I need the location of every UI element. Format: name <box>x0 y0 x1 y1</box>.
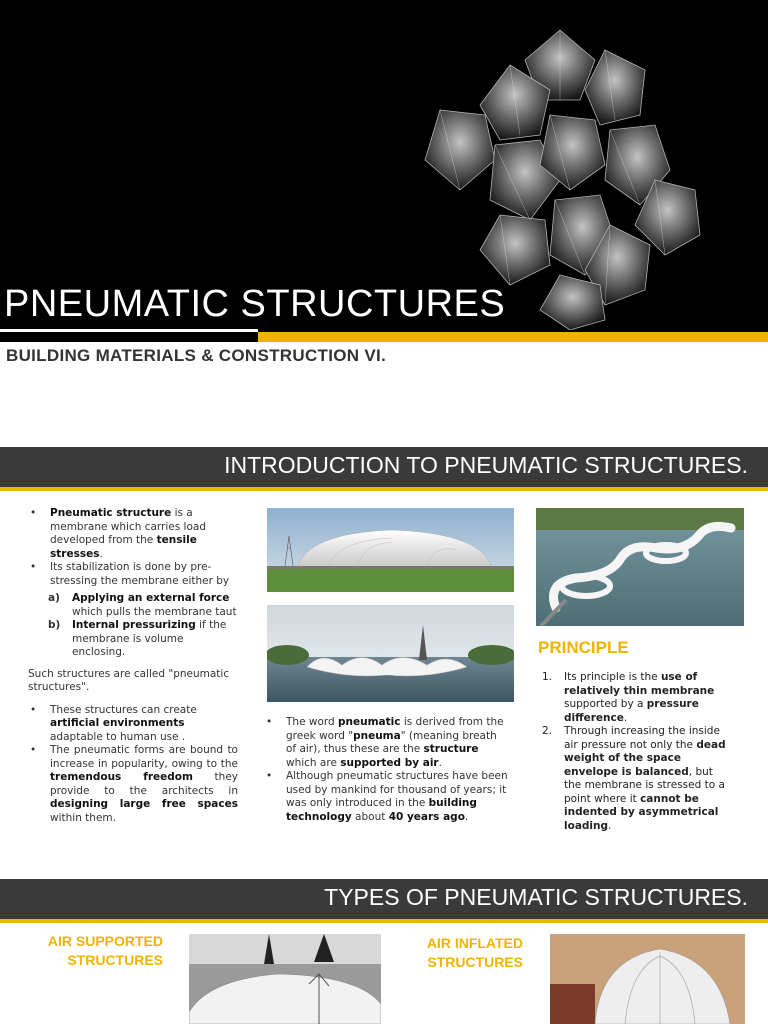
accent-bar <box>258 332 768 342</box>
hero-banner <box>0 0 768 332</box>
bullet-definition: • Pneumatic structure is a membrane which carries load developed from the tensile stresses. <box>50 507 238 561</box>
bullet-etymology: • The word pneumatic is derived from the greek word "pneuma" (meaning breath of air), thus these are the structure which are supported by air. <box>286 716 508 770</box>
page-title: PNEUMATIC STRUCTURES <box>4 283 506 325</box>
air-inflated-label: AIR INFLATED STRUCTURES <box>426 935 523 970</box>
air-supported-label: AIR SUPPORTED STRUCTURES <box>47 933 163 968</box>
principle-item-1: 1. Its principle is the use of relatively thin membrane supported by a pressure difference. <box>542 671 715 724</box>
principle-list <box>542 671 732 833</box>
intro-heading-accent <box>0 487 768 491</box>
intro-heading-band <box>0 447 768 487</box>
types-heading-accent <box>0 919 768 923</box>
water-bridge-photo <box>536 508 744 626</box>
intro-heading: INTRODUCTION TO PNEUMATIC STRUCTURES. <box>224 452 748 478</box>
eiffel-trampoline-photo <box>267 605 514 702</box>
method-a: a) Applying an external force which pulls the membrane taut <box>48 592 237 618</box>
bullet-freedom: • The pneumatic forms are bound to increase in popularity, owing to the tremendous freedom they provide to the architects in designing large free spaces within them. <box>50 744 238 825</box>
bullet-artificial-environments: • These structures can create artificial environments adaptable to human use . <box>50 704 238 745</box>
bullet-stabilization: • Its stabilization is done by pre-stressing the membrane either by <box>50 561 238 588</box>
called-text: Such structures are called "pneumatic structures". <box>28 667 230 693</box>
air-supported-photo <box>189 934 381 1024</box>
divider-left <box>0 332 258 342</box>
dome-photo <box>267 508 514 592</box>
types-heading-band <box>0 879 768 919</box>
types-heading: TYPES OF PNEUMATIC STRUCTURES. <box>324 884 748 910</box>
intro-column-2 <box>262 716 508 824</box>
air-inflated-photo <box>550 934 745 1024</box>
principle-heading: PRINCIPLE <box>538 638 629 657</box>
method-b: b) Internal pressurizing if the membrane is volume enclosing. <box>48 619 227 658</box>
principle-item-2: 2. Through increasing the inside air pressure not only the dead weight of the space envelope is balanced, but the membrane is stressed to a point where it cannot be indented by asymmetrical loading. <box>542 725 726 832</box>
course-subtitle: BUILDING MATERIALS & CONSTRUCTION VI. <box>6 346 387 365</box>
intro-column-1 <box>26 507 238 825</box>
bullet-history: • Although pneumatic structures have been used by mankind for thousand of years; it was only introduced in the building technology about 40 years ago. <box>286 770 508 824</box>
